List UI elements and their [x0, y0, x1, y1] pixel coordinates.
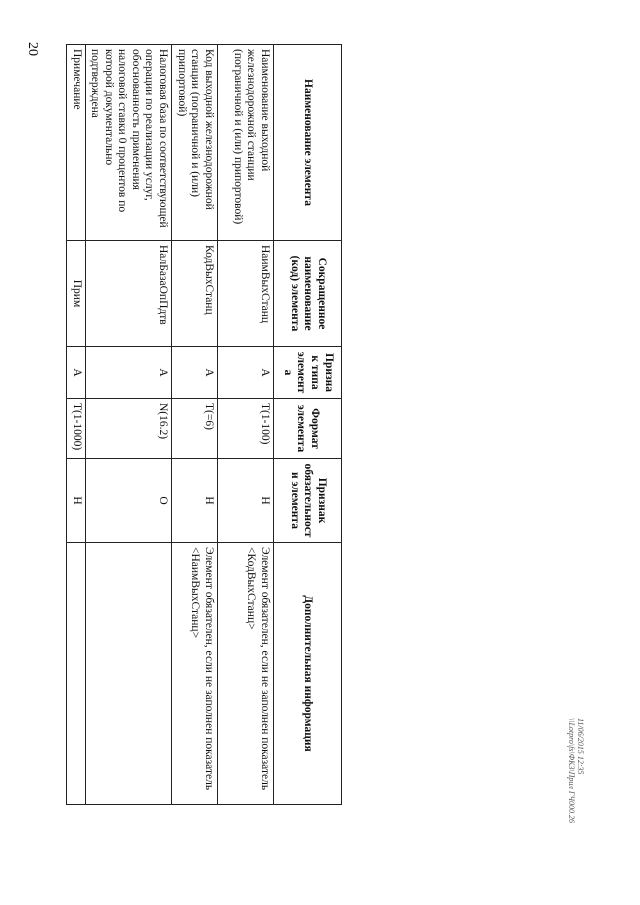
elements-table	[66, 44, 342, 805]
cell-additional-info: Элемент обязателен, если не заполнен показатель <КодВыхСтанц>	[218, 543, 274, 805]
header-short-code: Сокращенное наименование (код) элемента	[274, 241, 342, 347]
table-row	[172, 45, 218, 805]
cell-format: T(=6)	[172, 399, 218, 459]
header-format: Формат элемента	[274, 399, 342, 459]
cell-additional-info	[67, 543, 86, 805]
cell-type: А	[67, 347, 86, 399]
cell-format: T(1-100)	[218, 399, 274, 459]
cell-element-name: Наименование выходной железнодорожной станции (пограничной и (или) припортовой)	[218, 45, 274, 241]
page-number: 20	[25, 42, 40, 56]
table-row	[67, 45, 86, 805]
cell-element-name: Налоговая база по соответствующей операции по реализации услуг, обоснованность применения налоговой ставки 0 процентов по которой документально подтверждена	[85, 45, 171, 241]
cell-type: А	[218, 347, 274, 399]
cell-obligatory: О	[85, 459, 171, 543]
table-container	[70, 44, 342, 804]
rotated-table	[70, 44, 342, 804]
cell-additional-info	[85, 543, 171, 805]
footer-path: \\Lotpro\fs\ФКЗ\Прил ГЧ000.26	[567, 718, 577, 823]
cell-short-code: КодВыхСтанц	[172, 241, 218, 347]
footer-date: 11/06/2015 12:35	[576, 718, 585, 775]
cell-additional-info: Элемент обязателен, если не заполнен показатель <НаимВыхСтанц>	[172, 543, 218, 805]
cell-short-code: НалБазаОпПдтв	[85, 241, 171, 347]
cell-obligatory: Н	[172, 459, 218, 543]
header-type: Признак типа элемента	[274, 347, 342, 399]
table-header-row	[274, 45, 342, 805]
header-obligatory: Признак обязательности элемента	[274, 459, 342, 543]
cell-short-code: НаимВыхСтанц	[218, 241, 274, 347]
header-element-name: Наименование элемента	[274, 45, 342, 241]
cell-obligatory: Н	[67, 459, 86, 543]
cell-element-name: Примечание	[67, 45, 86, 241]
cell-obligatory: Н	[218, 459, 274, 543]
table-row	[218, 45, 274, 805]
footer-stamp	[566, 718, 584, 823]
cell-type: А	[172, 347, 218, 399]
cell-format: N(16.2)	[85, 399, 171, 459]
header-additional-info: Дополнительная информация	[274, 543, 342, 805]
table-row	[85, 45, 171, 805]
cell-type: А	[85, 347, 171, 399]
cell-element-name: Код выходной железнодорожной станции (пограничной и (или) припортовой)	[172, 45, 218, 241]
cell-format: T(1-1000)	[67, 399, 86, 459]
cell-short-code: Прим	[67, 241, 86, 347]
